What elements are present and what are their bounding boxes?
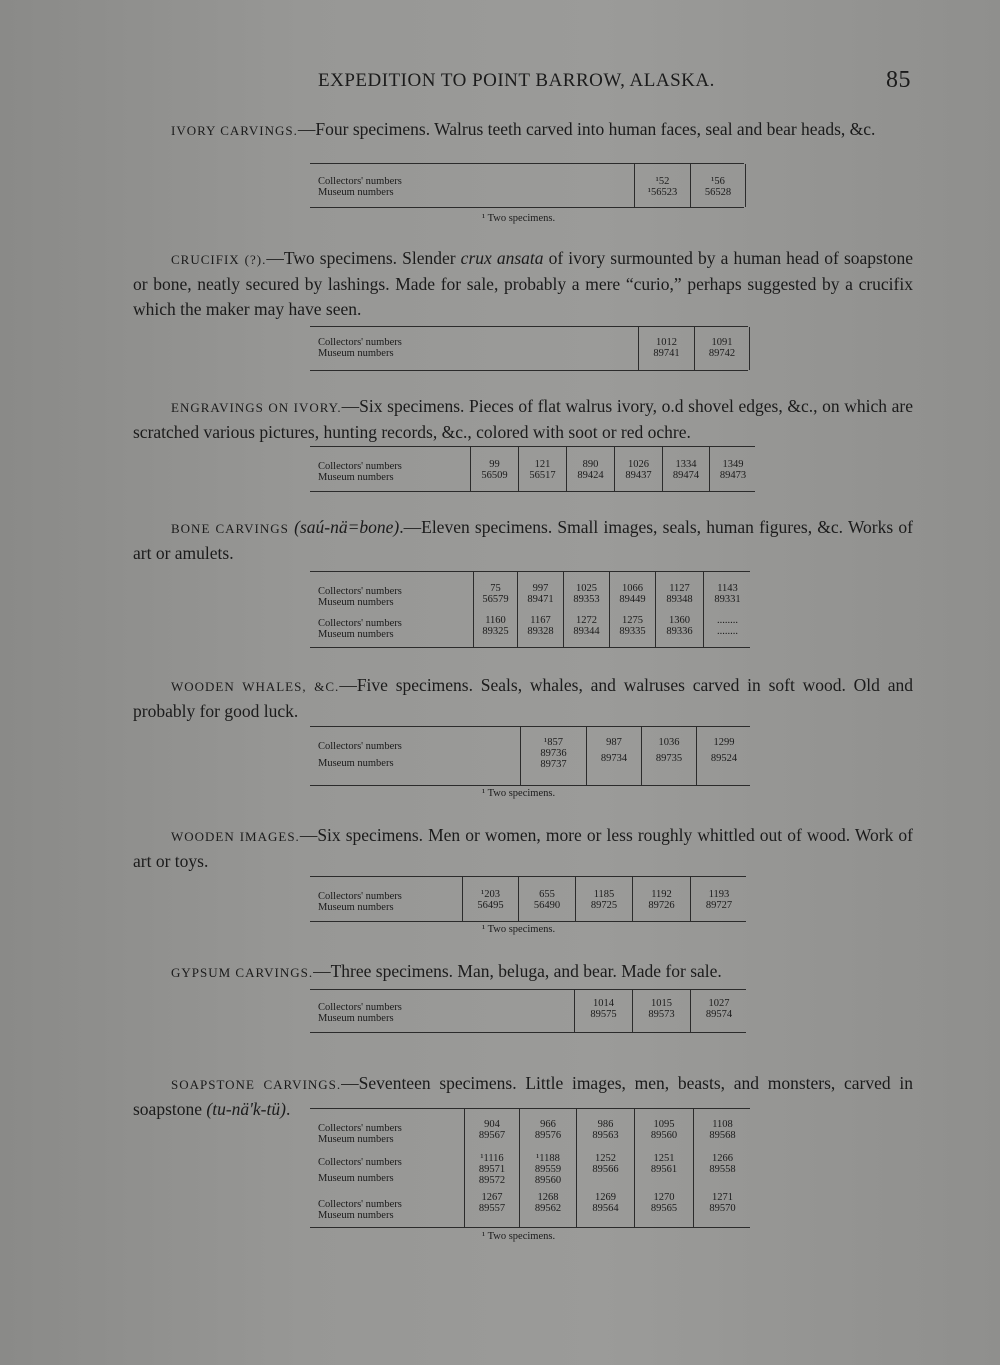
running-title: EXPEDITION TO POINT BARROW, ALASKA.	[318, 70, 715, 91]
soapstone-heading: SOAPSTONE CARVINGS.	[171, 1077, 342, 1092]
bone-heading: BONE CARVINGS	[171, 521, 289, 536]
wooden-images-heading: WOODEN IMAGES.	[171, 829, 300, 844]
engravings-col: 1026 89437	[614, 447, 662, 491]
gypsum-col: 1027 89574	[690, 990, 747, 1032]
crucifix-paragraph: CRUCIFIX (?).—Two specimens. Slender crux ansata of ivory surmounted by a human head of soapstone or bone, neatly secured by lashings. Made for sale, probably a mere “curio,” perhaps suggested by a crucifix which the maker may have seen.	[133, 248, 913, 319]
bone-col: 1143 89331 ........ ........	[703, 572, 751, 647]
whales-col: 1299 89524	[696, 727, 751, 785]
engravings-col: 1334 89474	[662, 447, 709, 491]
soapstone-table: Collectors' numbers Museum numbers Collectors' numbers Museum numbers Collectors' numbers Museum numbers 904 89567 ¹1116 89571 89572 1267 89557 966 89576 ¹1188 89559 89560 1268 89562 986 89563 1252 89566 1269 89564 1095 89560 1251 89561 1270 89565 1108 89568 1266 89558 1271 89570	[310, 1108, 750, 1228]
wooden-images-table: Collectors' numbers Museum numbers ¹203 56495 655 56490 1185 89725 1192 89726 1193 89727	[310, 876, 746, 922]
soapstone-col: 1108 89568 1266 89558 1271 89570	[693, 1109, 751, 1227]
ivory-labels: Collectors' numbers Museum numbers	[318, 176, 402, 198]
crucifix-col: 1091 89742	[694, 327, 750, 370]
wooden-images-col: 1192 89726	[632, 877, 690, 921]
soapstone-col: 1095 89560 1251 89561 1270 89565	[634, 1109, 693, 1227]
soapstone-paragraph: SOAPSTONE CARVINGS.—Seventeen specimens. Little images, men, beasts, and monsters, carved in soapstone (tu-nä'k-tü).	[133, 1073, 913, 1119]
gypsum-table: Collectors' numbers Museum numbers 1014 89575 1015 89573 1027 89574	[310, 989, 746, 1033]
bone-col: 1025 89353 1272 89344	[563, 572, 609, 647]
engravings-col: 890 89424	[566, 447, 614, 491]
engravings-col: 1349 89473	[709, 447, 756, 491]
wooden-images-col: 655 56490	[518, 877, 575, 921]
whales-col: 1036 89735	[641, 727, 696, 785]
ivory-footnote: ¹ Two specimens.	[482, 213, 556, 224]
running-header	[318, 67, 918, 93]
bone-col: 1066 89449 1275 89335	[609, 572, 655, 647]
soapstone-footnote: ¹ Two specimens.	[482, 1231, 556, 1242]
bone-col: 75 56579 1160 89325	[473, 572, 517, 647]
engravings-col: 121 56517	[518, 447, 566, 491]
bone-col: 997 89471 1167 89328	[517, 572, 563, 647]
gypsum-col: 1014 89575	[574, 990, 632, 1032]
crucifix-col: 1012 89741	[638, 327, 694, 370]
ivory-col: ¹52 ¹56523	[634, 164, 690, 207]
ivory-col: ¹56 56528	[690, 164, 746, 207]
crucifix-table: Collectors' numbers Museum numbers 1012 89741 1091 89742	[310, 326, 748, 371]
page-number: 85	[886, 67, 911, 93]
wooden-images-col: 1193 89727	[690, 877, 747, 921]
engravings-paragraph: ENGRAVINGS ON IVORY.—Six specimens. Pieces of flat walrus ivory, o.d shovel edges, &c., on which are scratched various pictures, hunting records, &c., colored with soot or red ochre.	[133, 396, 914, 442]
gypsum-paragraph: GYPSUM CARVINGS.—Three specimens. Man, beluga, and bear. Made for sale.	[171, 961, 722, 981]
ivory-table	[310, 163, 744, 208]
wooden-images-col: ¹203 56495	[462, 877, 518, 921]
whales-col: 987 89734	[586, 727, 641, 785]
soapstone-col: 986 89563 1252 89566 1269 89564	[576, 1109, 634, 1227]
soapstone-col: 966 89576 ¹1188 89559 89560 1268 89562	[519, 1109, 576, 1227]
engravings-col: 99 56509	[470, 447, 518, 491]
whales-col: ¹857 89736 89737	[520, 727, 586, 785]
wooden-images-footnote: ¹ Two specimens.	[482, 924, 556, 935]
gypsum-col: 1015 89573	[632, 990, 690, 1032]
engravings-heading: ENGRAVINGS ON IVORY.	[171, 400, 342, 415]
wooden-images-paragraph: WOODEN IMAGES.—Six specimens. Men or women, more or less roughly whittled out of wood. Work of art or toys.	[133, 825, 913, 871]
ivory-text: —Four specimens. Walrus teeth carved into human faces, seal and bear heads, &c.	[297, 119, 876, 139]
whales-table: Collectors' numbers Museum numbers ¹857 89736 89737 987 89734 1036 89735 1299 89524	[310, 726, 750, 786]
bone-col: 1127 89348 1360 89336	[655, 572, 703, 647]
soapstone-col: 904 89567 ¹1116 89571 89572 1267 89557	[464, 1109, 519, 1227]
ivory-heading: IVORY CARVINGS.	[171, 123, 298, 138]
whales-footnote: ¹ Two specimens.	[482, 788, 556, 799]
whales-paragraph: WOODEN WHALES, &C.—Five specimens. Seals, whales, and walruses carved in soft wood. Old and probably for good luck.	[133, 675, 913, 721]
crucifix-heading: CRUCIFIX (?).	[171, 252, 267, 267]
engravings-table: Collectors' numbers Museum numbers 99 56509 121 56517 890 89424 1026 89437 1334 89474 1349 89473	[310, 446, 755, 492]
ivory-paragraph	[133, 117, 913, 143]
bone-table: Collectors' numbers Museum numbers Collectors' numbers Museum numbers 75 56579 1160 89325 997 89471 1167 89328 1025 89353 1272 89344 1066 89449 1275 89335 1127 89348 1360 89336 1143 89331 ........ ........	[310, 571, 750, 648]
whales-heading: WOODEN WHALES, &C.	[171, 679, 340, 694]
wooden-images-col: 1185 89725	[575, 877, 632, 921]
gypsum-heading: GYPSUM CARVINGS.	[171, 965, 314, 980]
bone-paragraph: BONE CARVINGS (saú-nä=bone).—Eleven specimens. Small images, seals, human figures, &c. Works of art or amulets.	[133, 517, 913, 563]
